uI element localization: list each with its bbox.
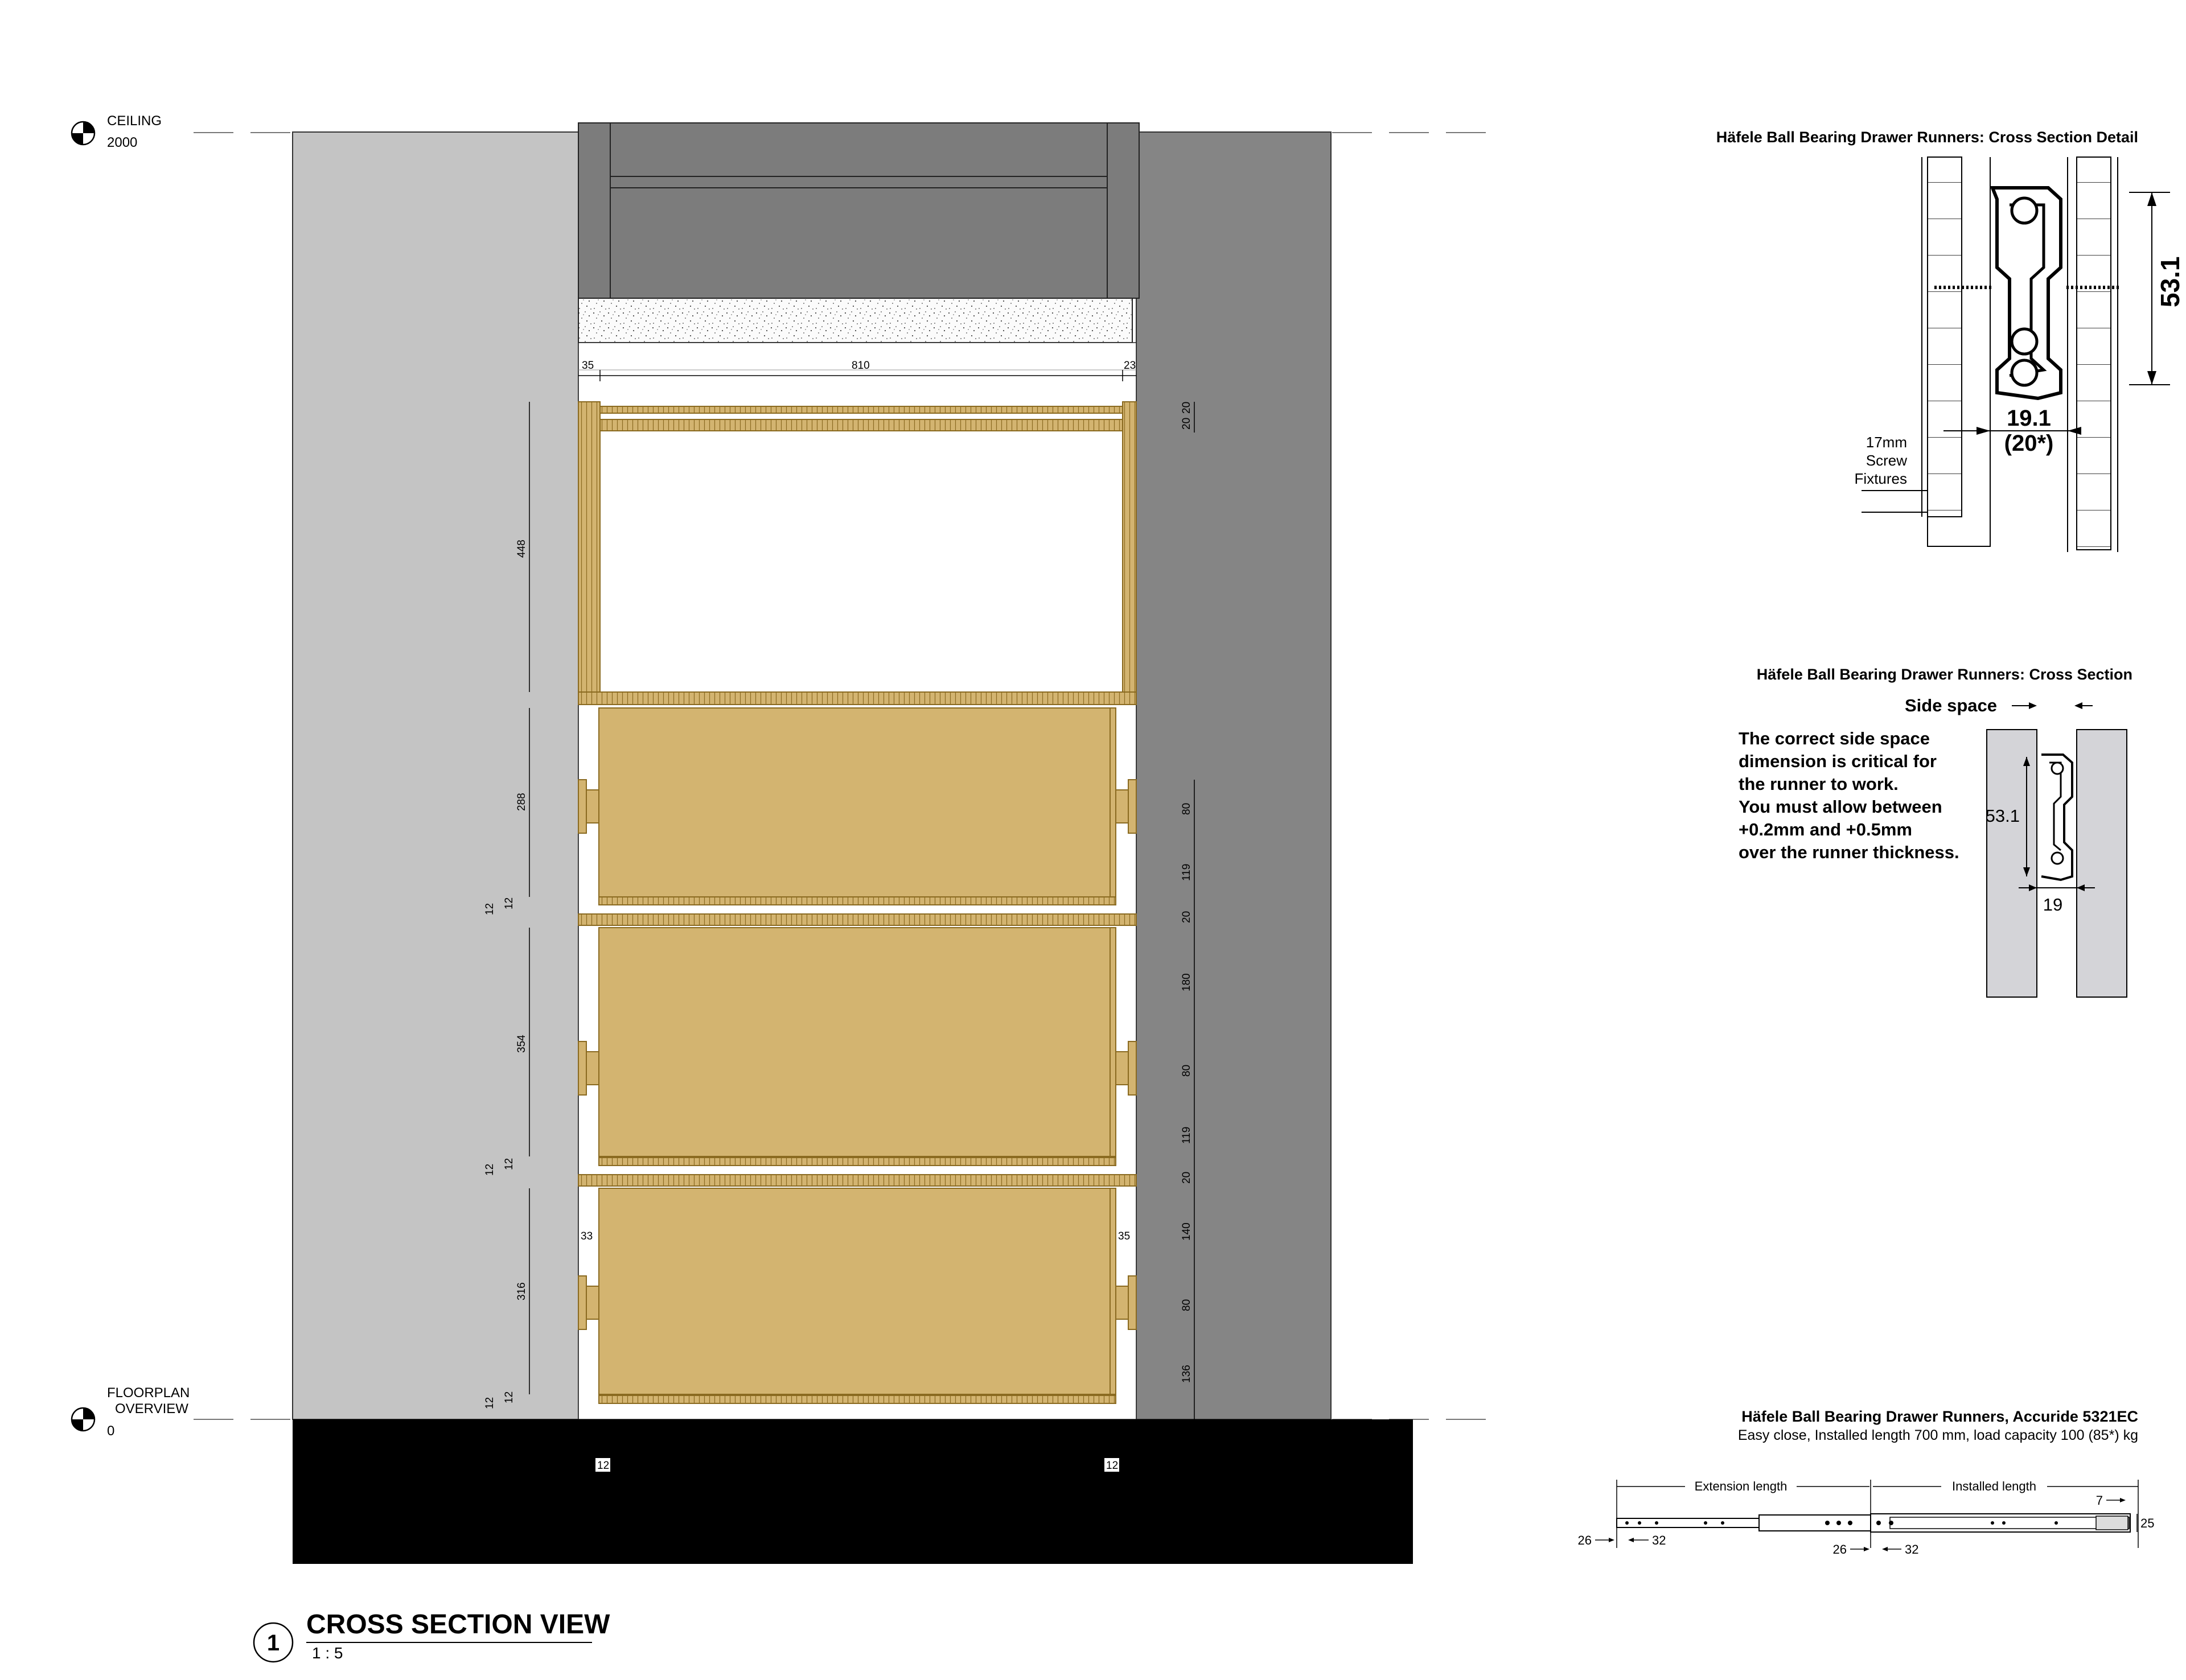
open-compartment-base	[578, 692, 1136, 705]
dim-right-top-2: 180	[1181, 973, 1193, 991]
detail-1-fixture-2: Screw	[1866, 452, 1907, 469]
detail-2-height: 53.1	[1985, 806, 2020, 826]
detail-2-note-1: The correct side space	[1739, 728, 1930, 748]
detail-2-note-2: dimension is critical for	[1739, 751, 1937, 771]
cross-section-drawing	[194, 123, 1503, 1564]
dim-right-gap-2: 119	[1181, 1126, 1193, 1144]
detail-3-dim-7: 7	[2095, 1493, 2103, 1508]
dim-gap-a2: 12	[503, 897, 515, 909]
detail-3-dim-32a: 32	[1652, 1533, 1666, 1547]
dim-top-left: 35	[582, 360, 594, 372]
drawer-3-front	[599, 1188, 1116, 1394]
detail-3-dim-26b: 26	[1832, 1542, 1847, 1557]
top-shelf-1	[600, 406, 1123, 413]
dim-right-top-3: 140	[1181, 1222, 1193, 1241]
dim-top-right: 23	[1124, 360, 1136, 372]
detail-3-dim-32b: 32	[1905, 1542, 1919, 1557]
dim-gap-a1: 12	[484, 903, 496, 915]
view-number: 1	[266, 1630, 280, 1656]
drawer-3-bottom	[599, 1395, 1116, 1403]
floor-level-name-2: OVERVIEW	[115, 1401, 188, 1417]
detail-3-dim-25: 25	[2140, 1516, 2155, 1530]
dim-shelf-1: 20	[1181, 401, 1193, 414]
detail-3-title: Häfele Ball Bearing Drawer Runners, Accuride 5321EC	[1741, 1408, 2138, 1425]
drawer-2-front	[599, 928, 1116, 1156]
floor-slab	[293, 1419, 1413, 1564]
dim-left-opening: 448	[516, 540, 528, 558]
detail-2-note-4: You must allow between	[1739, 797, 1942, 817]
shelf-divider-2	[578, 1175, 1136, 1186]
detail-1-fixture-3: Fixtures	[1854, 470, 1907, 487]
detail-3-extension: Extension length	[1694, 1479, 1788, 1493]
detail-2-side-space: Side space	[1905, 695, 1997, 715]
ceiling-recess	[578, 123, 1139, 298]
drawer-1-bottom	[599, 897, 1116, 905]
dim-gap-c1: 12	[484, 1397, 496, 1409]
detail-3-dim-26a: 26	[1577, 1533, 1592, 1547]
detail-2-note-3: the runner to work.	[1739, 774, 1899, 794]
shelf-divider-1	[578, 914, 1136, 925]
ceiling-level-name: CEILING	[107, 113, 162, 129]
dim-shelf-2: 20	[1181, 417, 1193, 430]
dim-inset-right: 35	[1118, 1230, 1131, 1242]
dim-base-left: 12	[597, 1460, 610, 1472]
dim-right-shelf-1: 20	[1181, 911, 1193, 923]
top-shelf-2	[600, 419, 1123, 431]
ceiling-level-value: 2000	[107, 135, 138, 150]
left-wall	[293, 132, 578, 1419]
view-title-text: CROSS SECTION VIEW	[306, 1609, 610, 1640]
dim-top-width: 810	[852, 360, 870, 372]
drawer-2-bottom	[599, 1158, 1116, 1166]
detail-cross-section	[1716, 129, 2185, 552]
dim-left-drawer-3: 316	[516, 1282, 528, 1300]
right-wall	[1136, 132, 1331, 1419]
view-title	[254, 1609, 610, 1662]
dim-left-drawer-1: 288	[516, 793, 528, 811]
floor-level-value: 0	[107, 1423, 115, 1439]
right-side-panel	[1123, 402, 1136, 705]
dim-right-shelf-2: 20	[1181, 1171, 1193, 1184]
dim-gap-c2: 12	[503, 1391, 515, 1403]
detail-1-width-2: (20*)	[2004, 431, 2054, 456]
detail-3-installed: Installed length	[1952, 1479, 2036, 1493]
dim-right-runner-2: 80	[1181, 1064, 1193, 1077]
floor-level-name-1: FLOORPLAN	[107, 1385, 190, 1401]
ceiling-level-marker	[72, 113, 162, 150]
dim-gap-b2: 12	[503, 1158, 515, 1170]
detail-2-width: 19	[2043, 895, 2063, 915]
dim-right-runner-3: 80	[1181, 1299, 1193, 1311]
dim-right-runner-1: 80	[1181, 802, 1193, 815]
detail-side-space	[1739, 666, 2132, 997]
detail-2-note-6: over the runner thickness.	[1739, 842, 1959, 862]
dim-gap-b1: 12	[484, 1163, 496, 1176]
detail-1-fixture-1: 17mm	[1866, 434, 1907, 451]
dim-left-drawer-2: 354	[516, 1035, 528, 1053]
ceiling-insulation	[578, 298, 1132, 343]
floor-level-marker	[72, 1385, 190, 1439]
detail-3-subtitle: Easy close, Installed length 700 mm, load capacity 100 (85*) kg	[1737, 1427, 2138, 1443]
detail-1-height: 53.1	[2155, 256, 2185, 307]
detail-2-title: Häfele Ball Bearing Drawer Runners: Cross Section	[1756, 666, 2132, 683]
dim-inset-left: 33	[581, 1230, 593, 1242]
detail-runner-elevation	[1578, 1408, 2155, 1557]
dim-right-bottom-3: 136	[1181, 1365, 1193, 1383]
detail-1-title: Häfele Ball Bearing Drawer Runners: Cross Section Detail	[1716, 129, 2138, 146]
view-scale: 1 : 5	[312, 1644, 343, 1662]
drawer-1-front	[599, 708, 1116, 897]
detail-1-width-1: 19.1	[2007, 406, 2051, 431]
dim-base-right: 12	[1106, 1460, 1119, 1472]
dim-right-gap-1: 119	[1181, 863, 1193, 881]
left-side-panel	[578, 402, 600, 705]
detail-2-note-5: +0.2mm and +0.5mm	[1739, 820, 1912, 839]
